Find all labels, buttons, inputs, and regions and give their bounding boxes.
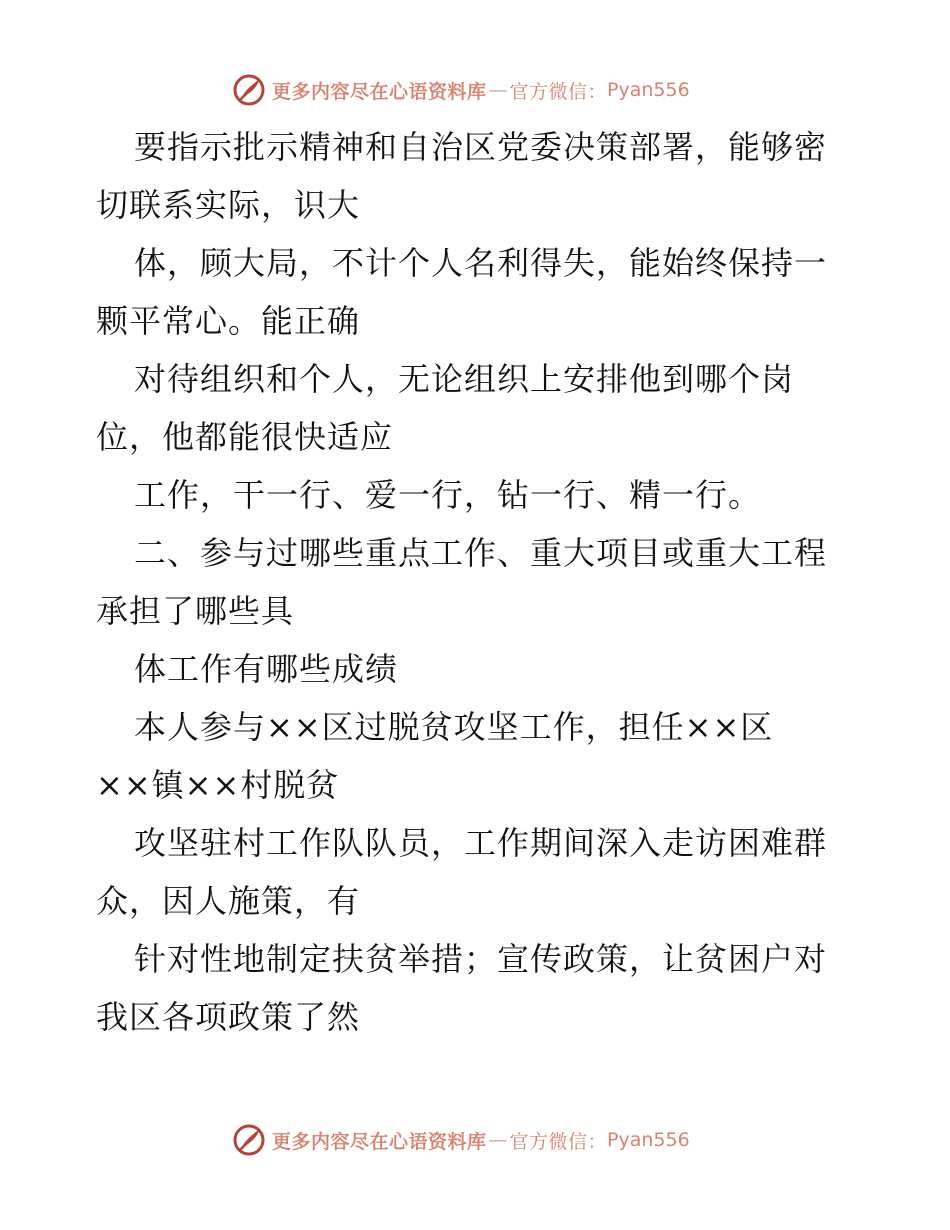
body-line: 位，他都能很快适应 xyxy=(96,418,394,456)
header-wechat-id: Pyan556 xyxy=(607,79,690,101)
body-line: 本人参与××区过脱贫攻坚工作，担任××区 xyxy=(134,708,774,746)
body-line: 体工作有哪些成绩 xyxy=(134,650,399,688)
body-line: 工作，干一行、爱一行，钻一行、精一行。 xyxy=(134,476,762,514)
footer-watermark xyxy=(232,1122,690,1158)
body-line: 承担了哪些具 xyxy=(96,592,295,630)
body-text xyxy=(96,118,866,1046)
quill-pen-logo-icon xyxy=(232,73,266,107)
header-watermark xyxy=(232,72,690,108)
header-wechat-label: 官方微信： xyxy=(509,80,608,103)
body-line: 要指示批示精神和自治区党委决策部署，能够密 xyxy=(134,128,828,166)
body-line: 我区各项政策了然 xyxy=(96,998,361,1036)
section-heading: 二、参与过哪些重点工作、重大项目或重大工程 xyxy=(134,534,828,572)
body-line: 针对性地制定扶贫举措；宣传政策，让贫困户对 xyxy=(134,940,828,978)
body-line: 体，顾大局，不计个人名利得失，能始终保持一 xyxy=(134,244,828,282)
header-brand: 更多内容尽在心语资料库 xyxy=(272,80,487,103)
body-line: 切联系实际，识大 xyxy=(96,186,361,224)
footer-separator: — xyxy=(488,1129,508,1151)
footer-brand: 更多内容尽在心语资料库 xyxy=(272,1130,487,1153)
footer-wechat-label: 官方微信： xyxy=(509,1130,608,1153)
body-line: 攻坚驻村工作队队员，工作期间深入走访困难群 xyxy=(134,824,828,862)
quill-pen-logo-icon xyxy=(232,1123,266,1157)
body-line: 众，因人施策，有 xyxy=(96,882,361,920)
body-line: 对待组织和个人，无论组织上安排他到哪个岗 xyxy=(134,360,795,398)
footer-wechat-id: Pyan556 xyxy=(607,1129,690,1151)
header-separator: — xyxy=(488,79,508,101)
body-line: ××镇××村脱贫 xyxy=(96,766,340,804)
body-line: 颗平常心。能正确 xyxy=(96,302,361,340)
